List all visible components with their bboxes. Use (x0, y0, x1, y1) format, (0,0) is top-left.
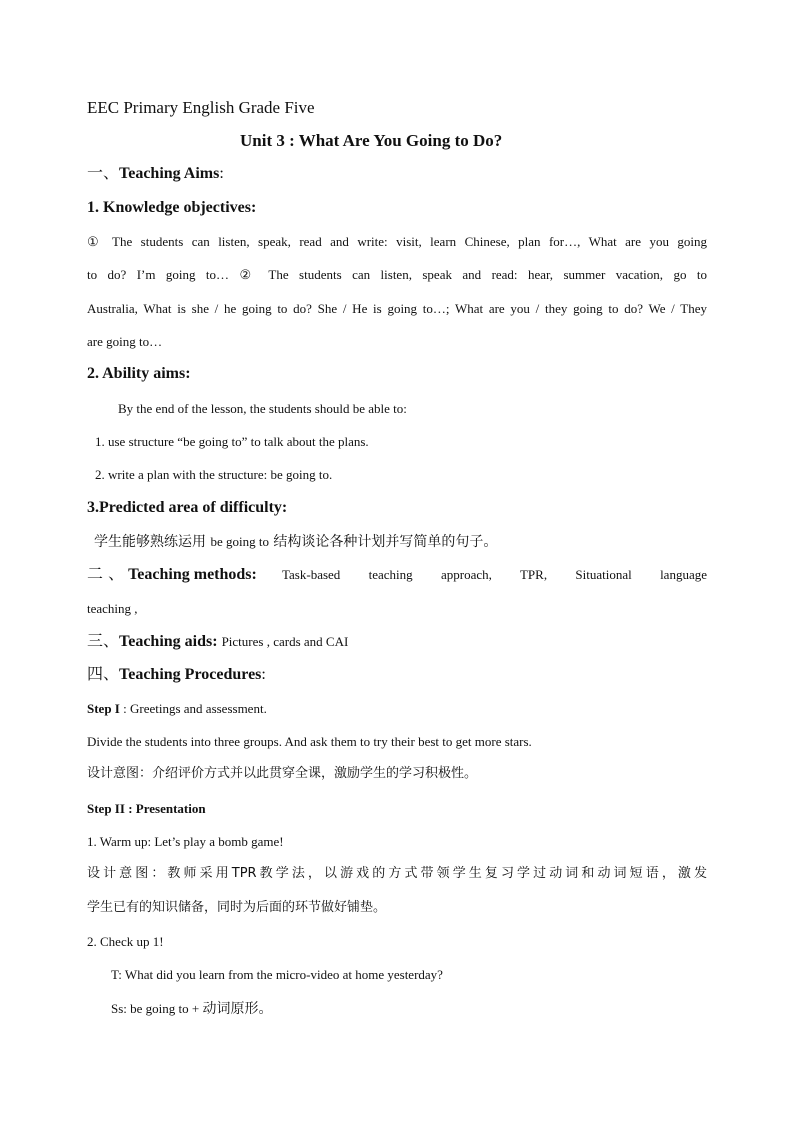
step2-line (87, 802, 206, 815)
section-colon: : (261, 666, 266, 683)
step2-intent-1: 设计意图：教师采用TPR教学法，以游戏的方式带领学生复习学过动词和动词短语，激发 (87, 866, 707, 881)
section-number: 三、 (87, 631, 120, 650)
step2-intent-2: 学生已有的知识储备，同时为后面的环节做好铺垫。 (87, 900, 387, 915)
step1-line (87, 702, 267, 715)
teacher-question: T: What did you learn from the micro-video at home yesterday? (111, 967, 443, 982)
knowledge-line: Australia, What is she / he going to do? She / He is going to…; What are you / they going to do? We / They (87, 301, 707, 316)
ability-heading: 2. Ability aims: (87, 365, 191, 382)
section-teaching-aids (87, 633, 348, 650)
difficulty-heading: 3.Predicted area of difficulty: (87, 499, 288, 516)
section-teaching-aims (87, 165, 224, 182)
aids-text: Pictures , cards and CAI (221, 634, 349, 649)
answer-en: Ss: be going to + (111, 1001, 203, 1016)
page-title: Unit 3 : What Are You Going to Do? (240, 131, 503, 150)
step1-intent: 设计意图：介绍评价方式并以此贯穿全课，激励学生的学习积极性。 (87, 766, 478, 781)
knowledge-line: to do? I’m going to… ② The students can listen, speak and read: hear, summer vacation, go to (87, 267, 707, 282)
knowledge-line: are going to… (87, 334, 163, 349)
difficulty-cn-pre: 学生能够熟练运用 (94, 534, 211, 550)
ability-intro: By the end of the lesson, the students should be able to: (118, 401, 407, 416)
step-title: : Presentation (124, 801, 206, 816)
section-number: 二 、 (87, 564, 125, 583)
section-number: 一、 (87, 163, 120, 182)
answer-cn: 动词原形。 (202, 1001, 273, 1017)
section-label: Teaching methods: (128, 566, 257, 583)
section-teaching-procedures (87, 666, 266, 683)
difficulty-en: be going to (210, 534, 269, 549)
step1-text: Divide the students into three groups. And ask them to try their best to get more stars. (87, 734, 532, 749)
knowledge-heading: 1. Knowledge objectives: (87, 199, 257, 216)
ability-item: 2. write a plan with the structure: be going to. (95, 467, 333, 482)
section-label: Teaching Procedures (119, 666, 262, 683)
section-number: 四、 (87, 664, 120, 683)
methods-text: Task-based teaching approach, TPR, Situational language (282, 567, 707, 582)
step-label: Step II (87, 801, 125, 816)
methods-text-cont: teaching , (87, 601, 138, 616)
students-answer (111, 1001, 272, 1017)
section-colon: : (219, 165, 224, 182)
section-teaching-methods (87, 566, 707, 583)
section-label: Teaching Aims (119, 165, 220, 182)
difficulty-cn-post: 结构谈论各种计划并写简单的句子。 (268, 534, 498, 550)
knowledge-line: ① The students can listen, speak, read and write: visit, learn Chinese, plan for…, What are you going (87, 234, 707, 249)
document-header: EEC Primary English Grade Five (87, 98, 315, 117)
section-label: Teaching aids: (119, 633, 218, 650)
step-title: : Greetings and assessment. (119, 701, 267, 716)
warm-up-text: 1. Warm up: Let’s play a bomb game! (87, 834, 284, 849)
difficulty-text (94, 534, 497, 550)
ability-item: 1. use structure “be going to” to talk about the plans. (95, 434, 369, 449)
check-up-text: 2. Check up 1! (87, 934, 164, 949)
step-label: Step I (87, 701, 120, 716)
